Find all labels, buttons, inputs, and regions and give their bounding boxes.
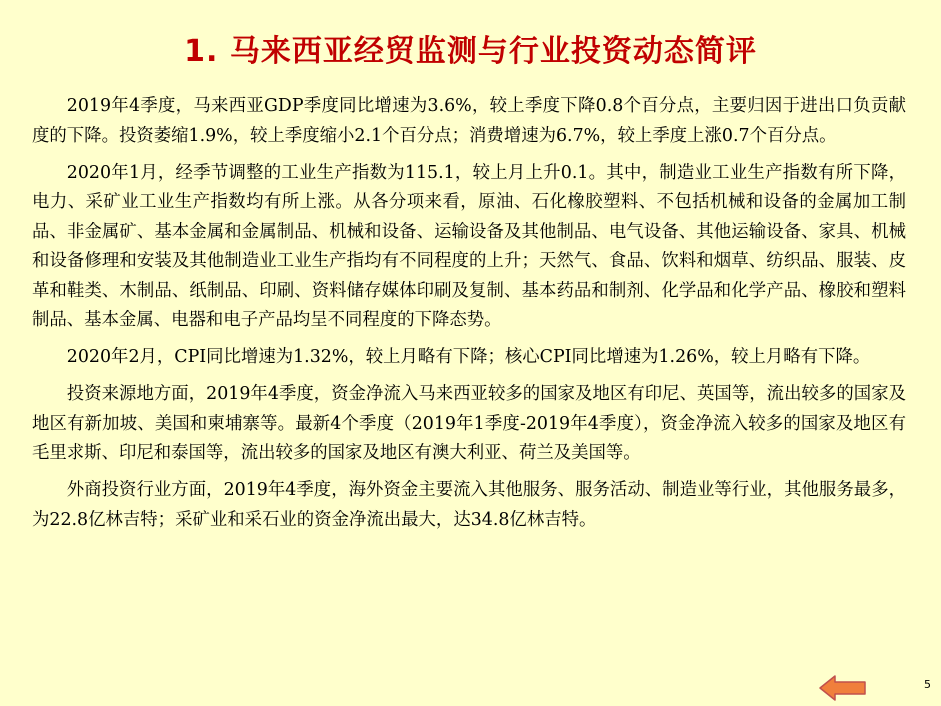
paragraph-cpi: 2020年2月，CPI同比增速为1.32%，较上月略有下降；核心CPI同比增速为1.26%，较上月略有下降。 (66, 347, 871, 367)
paragraph-investment-industries: 外商投资行业方面，2019年4季度，海外资金主要流入其他服务、服务活动、制造业等行业，其他服务最多，为22.8亿林吉特；采矿业和采石业的资金净流出最大，达34.8亿林吉特。 (32, 480, 906, 530)
paragraph-investment-sources: 投资来源地方面，2019年4季度，资金净流入马来西亚较多的国家及地区有印尼、英国等，流出较多的国家及地区有新加坡、美国和柬埔寨等。最新4个季度（2019年1季度-2019年4季度），资金净流入较多的国家及地区有毛里求斯、印尼和泰国等，流出较多的国家及地区有澳大利亚、荷兰及美国等。 (32, 384, 906, 463)
back-button[interactable] (818, 674, 868, 702)
left-arrow-icon (818, 674, 868, 702)
page-number: 5 (924, 678, 931, 691)
slide-title: 1. 马来西亚经贸监测与行业投资动态简评 (184, 34, 757, 69)
paragraph-gdp: 2019年4季度，马来西亚GDP季度同比增速为3.6%，较上季度下降0.8个百分点，主要归因于进出口负贡献度的下降。投资萎缩1.9%，较上季度缩小2.1个百分点；消费增速为6.7%，较上季度上涨0.7个百分点。 (32, 96, 906, 146)
slide-body (32, 92, 906, 543)
paragraph-industrial-production: 2020年1月，经季节调整的工业生产指数为115.1，较上月上升0.1。其中，制造业工业生产指数有所下降，电力、采矿业工业生产指数均有所上涨。从各分项来看，原油、石化橡胶塑料、不包括机械和设备的金属加工制品、非金属矿、基本金属和金属制品、机械和设备、运输设备及其他制品、电气设备、其他运输设备、家具、机械和设备修理和安装及其他制造业工业生产指均有不同程度的上升；天然气、食品、饮料和烟草、纺织品、服装、皮革和鞋类、木制品、纸制品、印刷、资料储存媒体印刷及复制、基本药品和制剂、化学品和化学产品、橡胶和塑料制品、基本金属、电器和电子产品均呈不同程度的下降态势。 (32, 162, 906, 330)
